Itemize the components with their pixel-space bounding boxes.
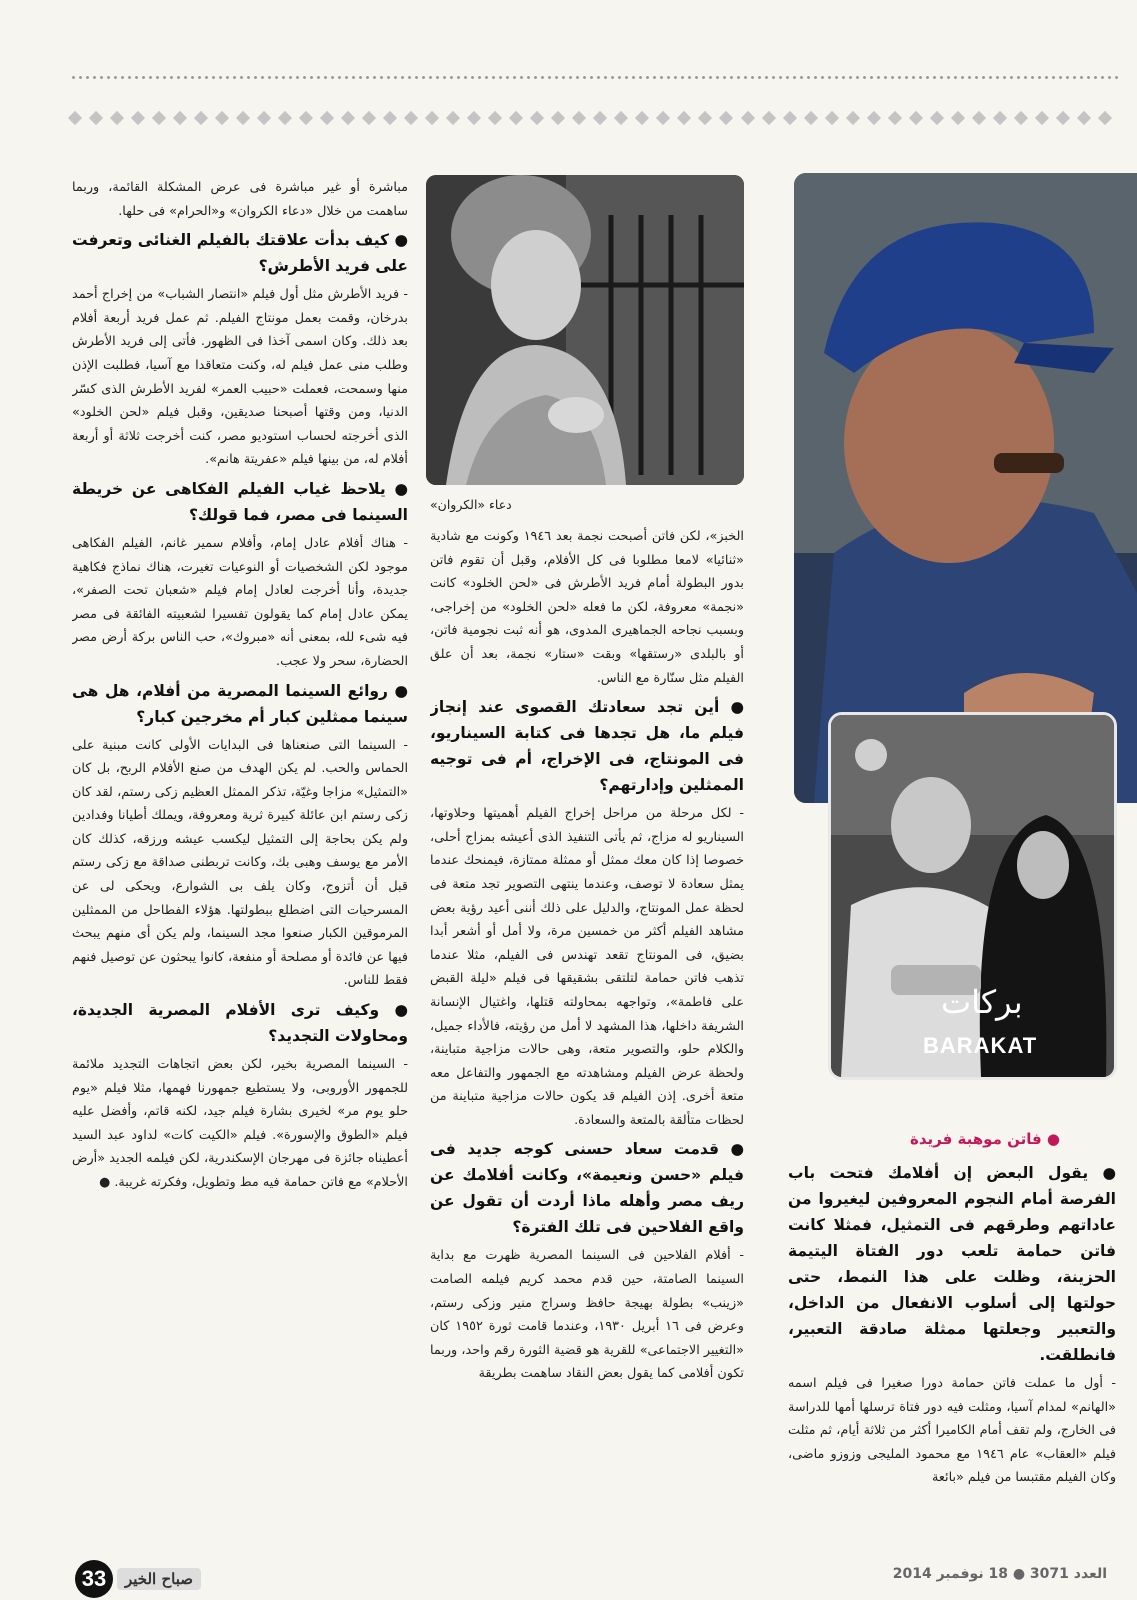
barakat-arabic-title: بركات [941, 983, 1023, 1021]
answer-paragraph: - فريد الأطرش مثل أول فيلم «انتصار الشباب» من إخراج أحمد بدرخان، وقمت بعمل مونتاج الفيلم. ثم عمل فريد أربعة أفلام بعد ذلك. وكان اسمى آخذا فى الظهور. فأتى إلى فريد الأطرش وطلب منى عمل فيلم له، وكنت متعاقدا مع آسيا، فطلبت الإذن منها وسمحت، فعملت «حبيب العمر» لفريد الأطرش الذى كسّر الدنيا، ومن وقتها أصبحنا صديقين، وقبل فيلم «لحن الخلود» الذى أخرجته لحساب استوديو مصر، كنت أخرجت ثلاثة أو أربعة أفلام له، من بينها فيلم «عفريتة هانم». [72, 287, 408, 468]
question-paragraph: ● قدمت سعاد حسنى كوجه جديد فى فيلم «حسن ونعيمة»، وكانت أفلامك عن ريف مصر وأهله ماذا أردت أن تقول عن واقع الفلاحين فى تلك الفترة؟ [430, 1140, 744, 1237]
article-column-middle [430, 525, 744, 1555]
answer-paragraph: - السينما المصرية بخير، لكن بعض اتجاهات التجديد ملائمة للجمهور الأوروبى، ولا يستطيع جمهورنا فهمها، مثلا فيلم «يوم حلو يوم مر» لخيرى بشارة فيلم جيد، لكنه قاتم، وأفضل عليه فيلم «الطوق والإسورة». فيلم «الكيت كات» لداود عبد السيد أعطيناه جائزة فى مهرجان الإسكندرية، لكن فيلمه الجديد «أرض الأحلام» مع فاتن حمامة فيه مط وتطويل، وفكرته غريبة. ● [72, 1057, 408, 1190]
footer-brand [75, 1560, 201, 1598]
top-dotted-rule [70, 76, 1119, 79]
barakat-cover-photo [828, 712, 1117, 1080]
issue-info: العدد 3071 ● 18 نوفمبر 2014 [892, 1566, 1107, 1582]
question-paragraph: ● يقول البعض إن أفلامك فتحت باب الفرصة أمام النجوم المعروفين ليغيروا من عاداتهم وطرقهم فى التمثيل، فمثلا كانت فاتن حمامة تلعب دور الفتاة اليتيمة الحزينة، وظلت على هذا النمط، حتى حولتها إلى أسلوب الانفعال من الداخل، والتعبير وجعلتها ممثلة صادقة التعبير، فانطلقت. [788, 1164, 1116, 1364]
diamond-ornament-row [70, 113, 1110, 127]
article-column-right [788, 1160, 1116, 1550]
answer-paragraph: - أول ما عملت فاتن حمامة دورا صغيرا فى فيلم اسمه «الهانم» لمدام آسيا، ومثلت فيه دور فتاة ترسلها أمها للدراسة فى الخارج، ولم تقف أمام الكاميرا أكثر من ثلاثة أيام، ثم مثلت فيلم «العقاب» عام ١٩٤٦ مع محمود المليجى وزوزو ماضى، وكان الفيلم مقتبسا من فيلم «بائعة [788, 1376, 1116, 1486]
section-heading-bullet: ● [1041, 1130, 1060, 1148]
page-number: 33 [75, 1560, 113, 1598]
question-paragraph: ● أين تجد سعادتك القصوى عند إنجاز فيلم ما، هل تجدها فى كتابة السيناريو، فى المونتاج، فى الإخراج، أم فى توجيه الممثلين وإدارتهم؟ [430, 698, 744, 795]
question-paragraph: ● كيف بدأت علاقتك بالفيلم الغنائى وتعرفت على فريد الأطرش؟ [72, 231, 408, 276]
answer-paragraph: - لكل مرحلة من مراحل إخراج الفيلم أهميتها وحلاوتها، السيناريو له مزاج، ثم يأتى التنفيذ الذى أعيشه بمزاج أحلى، خصوصا إذا كان معك ممثل أو ممثلة ممتازة، فيمنحك عندما يمثل سعادة لا توصف، وعندما ينتهى التصوير تجد متعة فى لحظة عمل المونتاج، والدليل على ذلك أننى أعيد رؤية بعض مشاهد الفيلم أكثر من خمسين مرة، ولا أمل أو أشعر أبدا بضيق، فى المونتاج تقعد تهندس فى الفيلم، مثلا عندما تذهب فاتن حمامة لتلتقى بشقيقها فى فيلم «ليلة القبض على فاطمة»، وتواجهه بمحاولته قتلها، واغتيال الإنسانة الشريفة داخلها، هذا المشهد لا أمل من رؤيته، فالأداء جميل، والكلام حلو، والتصوير متعة، وهى حالات مزاجية متباينة، ولحظة عرض الفيلم ومشاهدته مع الجمهور والتفاعل معه متعة أخرى. إذن الفيلم قد يكون حالات مزاجية متباينة من لحظات متألقة بالمتعة والسعادة. [430, 806, 744, 1128]
section-heading [860, 1130, 1060, 1148]
article-column-left [72, 176, 408, 1554]
question-paragraph: ● وكيف ترى الأفلام المصرية الجديدة، ومحاولات التجديد؟ [72, 1001, 408, 1046]
man-in-cap-photo [794, 173, 1137, 803]
man-in-cap-illustration [794, 173, 1137, 803]
barakat-logo-text: BARAKAT [923, 1033, 1038, 1058]
section-heading-text: فاتن موهبة فريدة [910, 1130, 1042, 1148]
answer-paragraph: مباشرة أو غير مباشرة فى عرض المشكلة القائمة، وربما ساهمت من خلال «دعاء الكروان» و«الحرام» فى حلها. [72, 180, 408, 219]
question-paragraph: ● يلاحظ غياب الفيلم الفكاهى عن خريطة السينما فى مصر، فما قولك؟ [72, 479, 408, 524]
karawan-caption: دعاء «الكروان» [430, 497, 512, 512]
karawan-photo-illustration [426, 175, 744, 485]
magazine-name: صباح الخير [117, 1568, 201, 1590]
answer-paragraph: - السينما التى صنعناها فى البدايات الأولى كانت مبنية على الحماس والحب. لم يكن الهدف من صنع الأفلام الربح، بل كان «التمثيل» مزاجا وغيّة، تذكر الممثل العظيم زكى رستم، لقد كان زكى رستم ابن عائلة كبيرة ثرية ومعروفة، ويملك أطيانا وفدادين ولم يكن بحاجة إلى التمثيل ليكسب عيشه ورزقه، كذلك كان الأمر مع يوسف وهبى بك، وكانت تربطنى صداقة مع زكى رستم قبل أن أتزوج، وكان يلف بى الشوارع، ويحكى لى عن المسرحيات التى اضطلع ببطولتها. هؤلاء الفطاحل من الممثلين المرموقين الكبار صنعوا مجد السينما، ولم يكن أى منهم يبحث فيها عن فائدة أو مصلحة أو منفعة، كانوا يبحثون عن توصيل فنهم فقط للناس. [72, 737, 408, 989]
karawan-photo [426, 175, 744, 485]
answer-paragraph: الخبز»، لكن فاتن أصبحت نجمة بعد ١٩٤٦ وكونت مع شادية «ثنائيا» لامعا مطلوبا فى كل الأفلام، وقبل أن تقوم فاتن بدور البطولة أمام فريد الأطرش فى «لحن الخلود» كانت «نجمة» معروفة، لكن ما فعله «لحن الخلود» من إخراجى، وبسبب نجاحه الجماهيرى المدوى، هو أنه ثبت نجومية فاتن، أو بالبلدى «رستقها» وبقت «ستار» نجمة، بعد أن علق الفيلم مثل سنّارة مع الناس. [430, 529, 744, 686]
answer-paragraph: - هناك أفلام عادل إمام، وأفلام سمير غانم، الفيلم الفكاهى موجود لكن الشخصيات أو النوعيات تغيرت، هناك نماذج فكاهية جديدة، وأنا أخرجت لعادل إمام فيلم «شعبان تحت الصفر»، يمكن عادل إمام كما يقولون تفسيرا لشعبيته الفائقة فى مصر فيه شىء لله، بمعنى أنه «مبروك»، حب الناس بركة أرض مصر الحضارة، سحر ولا عجب. [72, 535, 408, 669]
question-paragraph: ● روائع السينما المصرية من أفلام، هل هى سينما ممثلين كبار أم مخرجين كبار؟ [72, 681, 408, 726]
answer-paragraph: - أفلام الفلاحين فى السينما المصرية ظهرت مع بداية السينما الصامتة، حين قدم محمد كريم فيلمه الصامت «زينب» بطولة بهيجة حافظ وسراج منير وزكى رستم، وعرض فى ١٦ أبريل ١٩٣٠، وعندما قامت ثورة ١٩٥٢ كان «التغيير الاجتماعى» للقرية هو قضية الثورة رقم واحد، وربما تكون أفلامى كما يقول بعض النقاد ساهمت بطريقة [430, 1248, 744, 1382]
barakat-cover-illustration [831, 715, 1114, 1077]
